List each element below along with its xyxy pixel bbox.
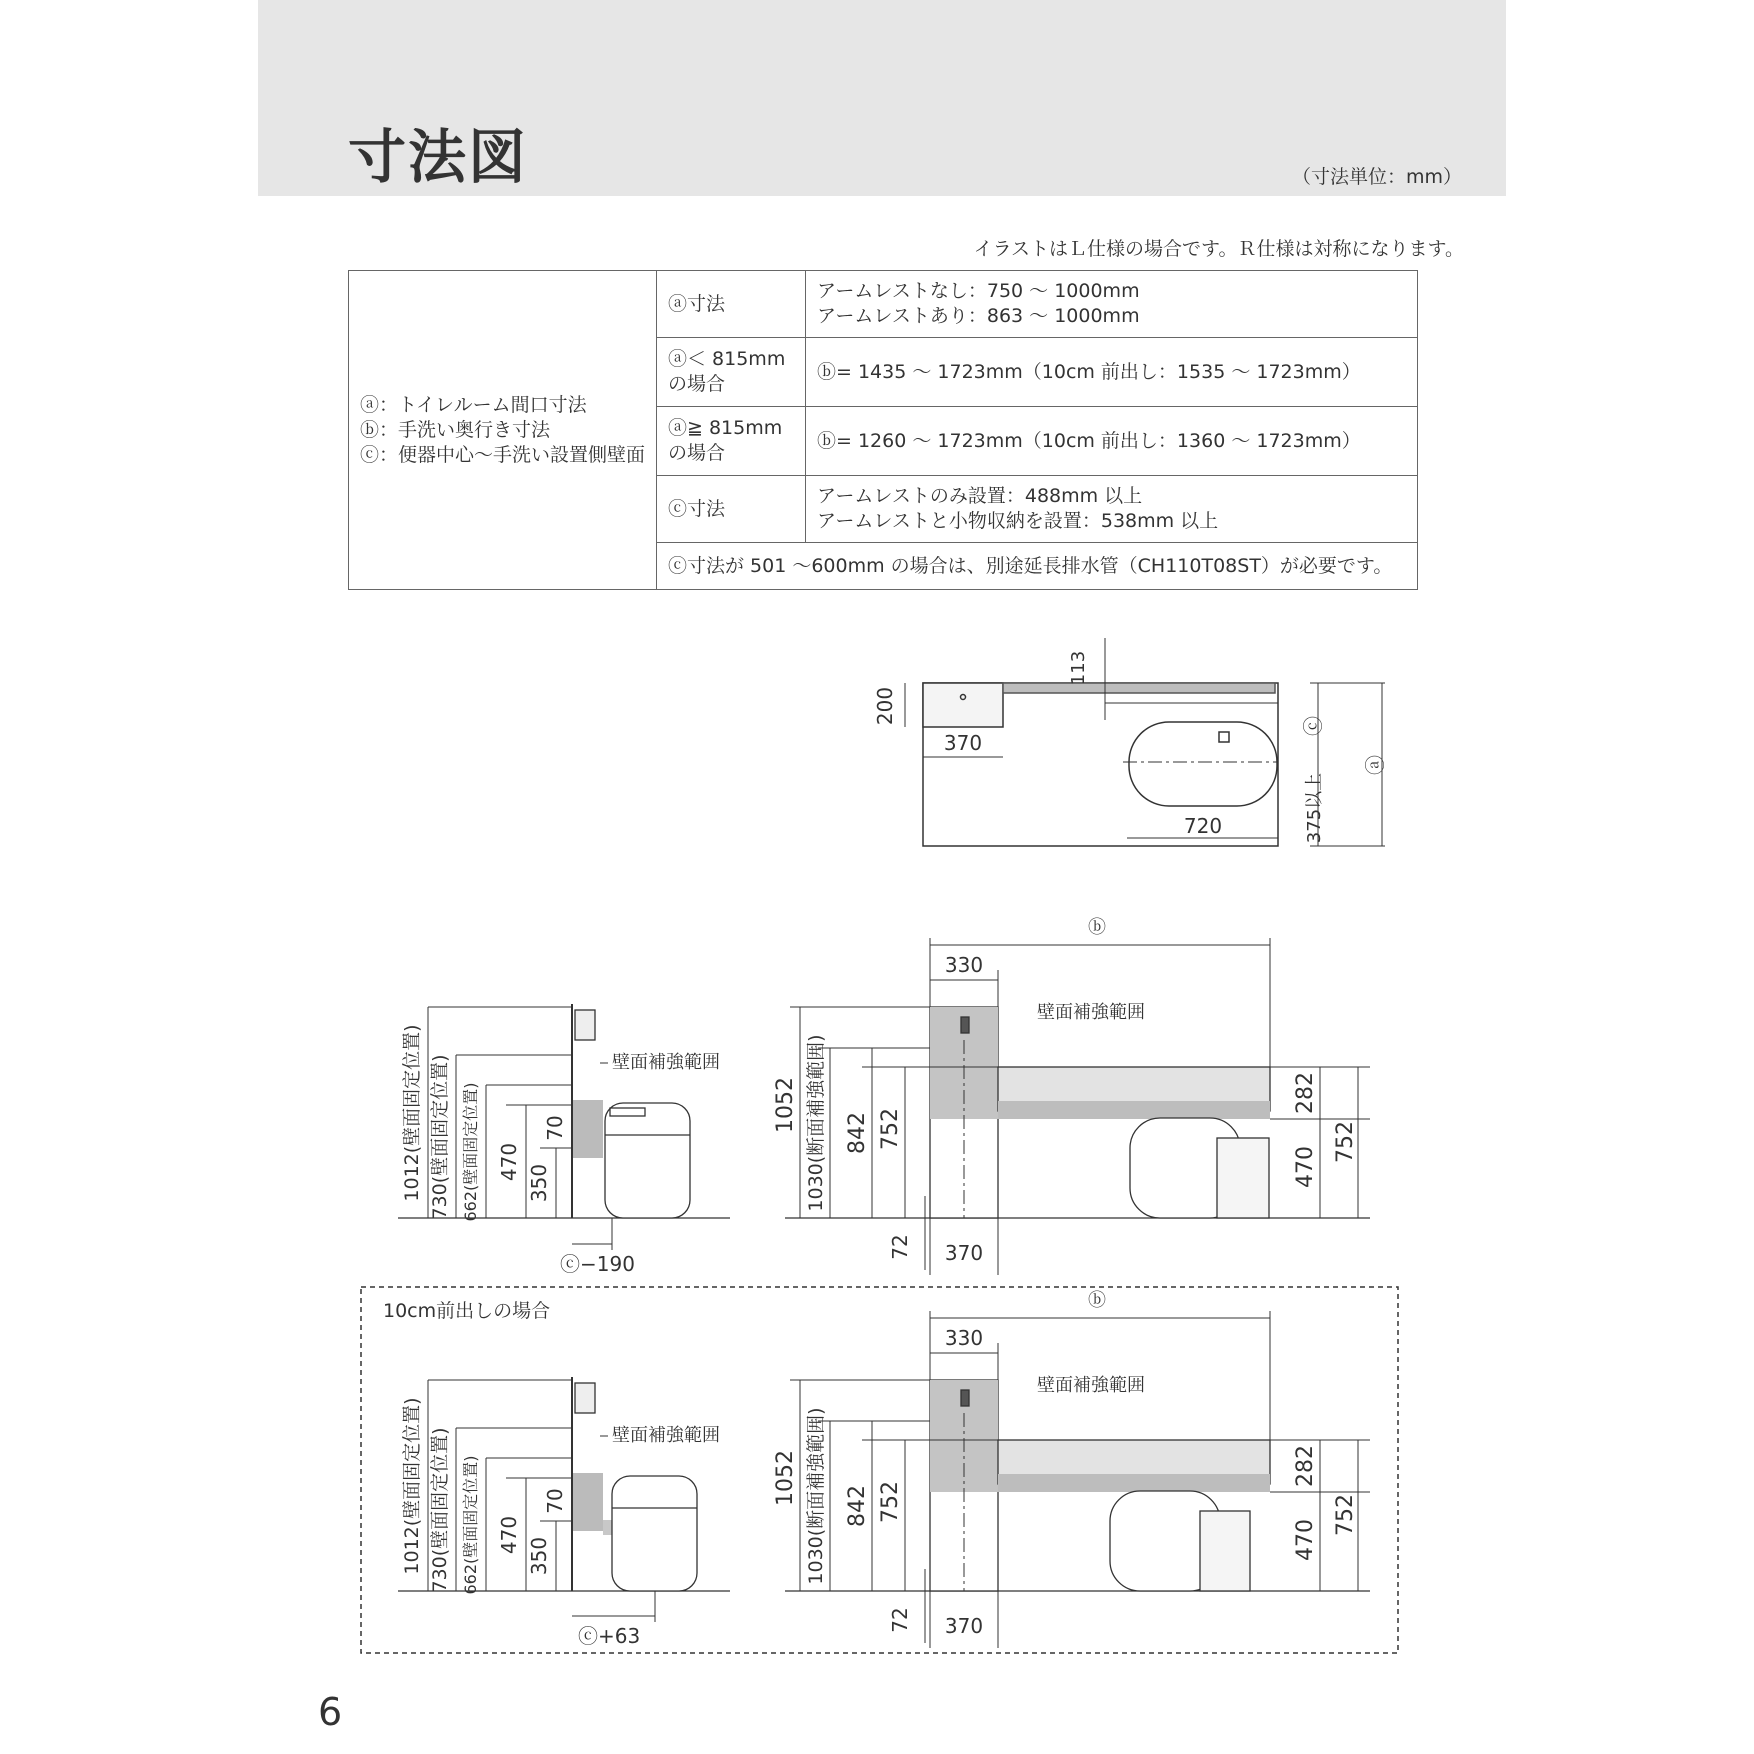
row-head-text: ⓐ＜ 815mm (668, 348, 786, 370)
plan-dim-370: 370 (943, 731, 983, 755)
front2-reinforce-label: 壁面補強範囲 (1037, 1375, 1145, 1396)
front2-tank (1200, 1511, 1250, 1591)
front1-dim-752: 752 (878, 1108, 903, 1150)
plan-counter (1003, 683, 1275, 693)
legend-line: ⓑ：手洗い奥行き寸法 (360, 418, 551, 441)
front2-dim-282: 282 (1293, 1445, 1318, 1487)
row-head-text: ⓐ≧ 815mm (668, 417, 783, 439)
row-value-text: ⓑ= 1435 ～ 1723mm（10cm 前出し：1535 ～ 1723mm） (817, 360, 1361, 383)
side2-dim-470: 470 (497, 1515, 521, 1555)
front-tank (1217, 1138, 1269, 1218)
front1-dim-72: 72 (888, 1234, 912, 1260)
side2-dim-662: 662(壁面固定位置) (461, 1455, 480, 1595)
front2-dim-370: 370 (944, 1614, 984, 1638)
front1-dim-470: 470 (1293, 1146, 1318, 1188)
section2-label: 10cm前出しの場合 (383, 1300, 551, 1322)
side2-toilet (612, 1476, 697, 1591)
side1-dim-662: 662(壁面固定位置) (461, 1082, 480, 1222)
front1-dim-1052: 1052 (773, 1077, 798, 1133)
side-toilet (605, 1103, 690, 1218)
row-head-text: の場合 (668, 442, 726, 464)
row-value-text: アームレストあり：863 ～ 1000mm (817, 305, 1140, 327)
front2-dim-470: 470 (1293, 1519, 1318, 1561)
plan-dim-375: 375以上 (1304, 772, 1325, 844)
front2-dim-1030: 1030(断面補強範囲) (805, 1407, 827, 1585)
side1-dim-730: 730(壁面固定位置) (429, 1054, 451, 1220)
front1-dim-752r: 752 (1333, 1121, 1358, 1163)
plan-dim-a: ⓐ (1363, 755, 1387, 775)
footer-text: ⓒ寸法が 501 ～600mm の場合は、別途延長排水管（CH110T08ST）が必要です。 (668, 554, 1393, 577)
front2-dim-1052: 1052 (773, 1450, 798, 1506)
plan-dim-200: 200 (873, 686, 897, 726)
front1-dim-842: 842 (845, 1112, 870, 1154)
row-value-text: ⓑ= 1260 ～ 1723mm（10cm 前出し：1360 ～ 1723mm） (817, 429, 1361, 452)
front-view-2 (785, 1311, 1370, 1648)
front1-dim-1030: 1030(断面補強範囲) (805, 1034, 827, 1212)
front2-dim-752: 752 (878, 1481, 903, 1523)
front1-dim-b: ⓑ (1088, 917, 1106, 938)
row-head-text: ⓒ寸法 (668, 497, 726, 520)
legend-line: ⓒ：便器中心～手洗い設置側壁面 (360, 443, 646, 466)
front2-dim-752r: 752 (1333, 1494, 1358, 1536)
side2-sink (575, 1383, 595, 1413)
row-head-text: の場合 (668, 373, 726, 395)
front1-dim-282: 282 (1293, 1072, 1318, 1114)
front1-reinforce-label: 壁面補強範囲 (1037, 1002, 1145, 1023)
front-faucet (961, 1017, 969, 1033)
side1-dim-350: 350 (527, 1163, 551, 1203)
front2-faucet (961, 1390, 969, 1406)
front2-dim-330: 330 (944, 1326, 984, 1350)
side1-dim-1012: 1012(壁面固定位置) (401, 1024, 423, 1202)
unit-note: （寸法単位：mm） (1291, 166, 1462, 188)
front1-dim-370: 370 (944, 1241, 984, 1265)
side2-dim-1012: 1012(壁面固定位置) (401, 1397, 423, 1575)
front2-dim-72: 72 (888, 1607, 912, 1633)
plan-sink (923, 683, 1003, 727)
side2-reinforce-area (573, 1473, 603, 1531)
side2-dim-70: 70 (543, 1488, 567, 1514)
side2-dim-730: 730(壁面固定位置) (429, 1427, 451, 1593)
legend-line: ⓐ：トイレルーム間口寸法 (360, 393, 587, 416)
front2-dim-842: 842 (845, 1485, 870, 1527)
row-value-text: アームレストと小物収納を設置：538mm 以上 (817, 510, 1219, 532)
plan-dim-113: 113 (1068, 650, 1089, 686)
front2-dim-b: ⓑ (1088, 1290, 1106, 1311)
plan-toilet (1129, 722, 1277, 806)
front1-dim-330: 330 (944, 953, 984, 977)
side-reinforce-area (573, 1100, 603, 1158)
plan-dim-720: 720 (1183, 814, 1223, 838)
plan-dim-c: ⓒ (1301, 716, 1325, 736)
side2-c-dim: ⓒ+63 (578, 1624, 641, 1648)
side1-dim-470: 470 (497, 1142, 521, 1182)
front-view-1 (785, 938, 1370, 1275)
side2-dim-350: 350 (527, 1536, 551, 1576)
page-title: 寸法図 (348, 123, 529, 191)
side1-c-dim: ⓒ−190 (560, 1252, 635, 1276)
side1-reinforce-label: 壁面補強範囲 (612, 1052, 720, 1073)
row-head-text: ⓐ寸法 (668, 292, 726, 315)
side1-dim-70: 70 (543, 1115, 567, 1141)
row-value-text: アームレストのみ設置：488mm 以上 (817, 485, 1143, 507)
side-sink (575, 1010, 595, 1040)
row-value-text: アームレストなし：750 ～ 1000mm (817, 280, 1140, 302)
page-number: 6 (318, 1690, 343, 1734)
illustration-note: イラストはＬ仕様の場合です。Ｒ仕様は対称になります。 (973, 238, 1464, 260)
side2-reinforce-label: 壁面補強範囲 (612, 1425, 720, 1446)
